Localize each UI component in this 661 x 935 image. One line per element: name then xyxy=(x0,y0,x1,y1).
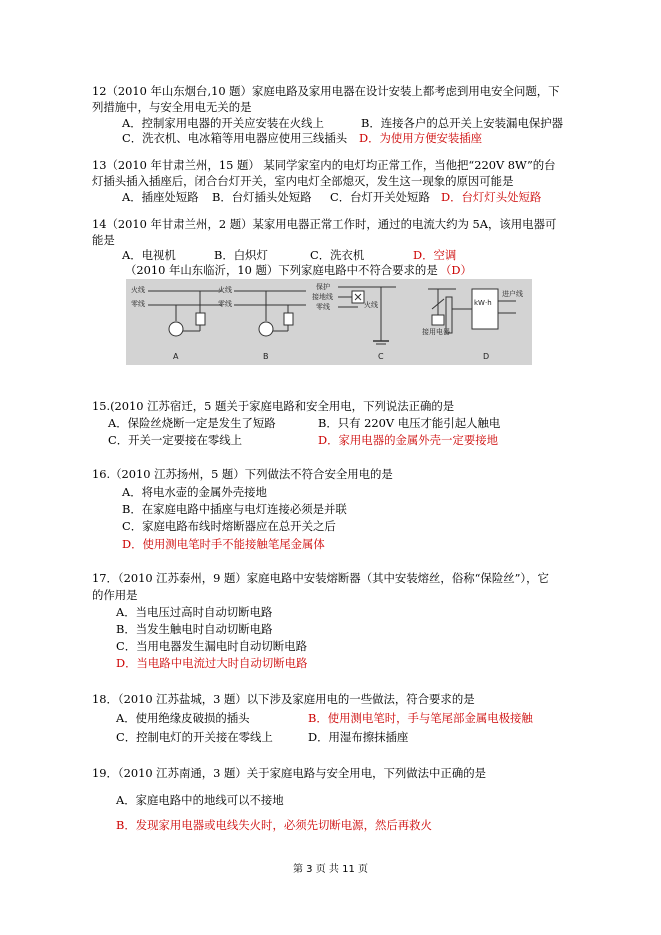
q16-option-d-answer: D．使用测电笔时手不能接触笔尾金属体 xyxy=(122,537,325,551)
service-line-label: 进户线 xyxy=(502,290,523,298)
q19-stem: 19．（2010 江苏南通，3 题）关于家庭电路与安全用电，下列做法中正确的是 xyxy=(92,766,486,780)
live-label: 火线 xyxy=(131,286,145,294)
q13-option-b: B．台灯插头处短路 xyxy=(212,190,312,204)
linyi-answer: （D） xyxy=(440,263,472,277)
q13-stem-line1: 13（2010 年甘肃兰州，15 题） 某同学家室内的电灯均正常工作，当他把“220V 8W”的台 xyxy=(92,158,556,172)
q15-option-b: B．只有 220V 电压才能引起人触电 xyxy=(318,416,501,430)
q16-option-a: A．将电水壶的金属外壳接地 xyxy=(122,485,267,499)
q13-option-a: A．插座处短路 xyxy=(122,190,199,204)
q15-option-c: C．开关一定要接在零线上 xyxy=(108,433,243,447)
q17-option-b: B．当发生触电时自动切断电路 xyxy=(116,622,273,636)
circuit-figure xyxy=(126,279,532,365)
ground-line-label: 接地线 xyxy=(312,293,333,301)
neutral-label: 零线 xyxy=(131,300,145,308)
circuit-b xyxy=(218,285,306,361)
label-b: B xyxy=(263,352,269,361)
q13-option-d-answer: D．台灯灯头处短路 xyxy=(441,190,542,204)
q12-option-d-answer: D．为使用方便安装插座 xyxy=(359,131,483,145)
q14-option-b: B．白炽灯 xyxy=(214,248,268,262)
q12-stem-line1: 12（2010 年山东烟台,10 题）家庭电路及家用电器在设计安装上都考虑到用电安全问题，下 xyxy=(92,84,560,98)
q18-option-d: D．用湿布擦抹插座 xyxy=(308,730,409,744)
label-c: C xyxy=(378,352,384,361)
circuit-d xyxy=(422,289,523,361)
protect-label: 保护 xyxy=(316,283,330,291)
neutral-label: 零线 xyxy=(218,300,232,308)
page-footer: 第 3 页 共 11 页 xyxy=(293,864,368,875)
q16-stem: 16.（2010 江苏扬州，5 题）下列做法不符合安全用电的是 xyxy=(92,467,393,481)
q14-option-c: C．洗衣机 xyxy=(310,248,365,262)
q12-option-a: A．控制家用电器的开关应安装在火线上 xyxy=(122,116,324,130)
q14-stem-line1: 14（2010 年甘肃兰州，2 题）某家用电器正常工作时，通过的电流大约为 5A，该用电器可 xyxy=(92,217,557,231)
q16-option-b: B．在家庭电路中插座与电灯连接必须是并联 xyxy=(122,502,347,516)
q18-option-b-answer: B．使用测电笔时，手与笔尾部金属电极接触 xyxy=(308,711,533,725)
q14-option-a: A．电视机 xyxy=(122,248,176,262)
q18-option-a: A．使用绝缘皮破损的插头 xyxy=(116,711,250,725)
q17-option-c: C．当用电器发生漏电时自动切断电路 xyxy=(116,639,307,653)
q18-stem: 18．（2010 江苏盐城，3 题）以下涉及家庭用电的一些做法，符合要求的是 xyxy=(92,692,475,706)
q14-stem-line2: 能是 xyxy=(92,233,115,247)
label-d: D xyxy=(483,352,490,361)
label-a: A xyxy=(173,352,179,361)
q17-option-d-answer: D．当电路中电流过大时自动切断电路 xyxy=(116,656,308,670)
q12-option-b: B．连接各户的总开关上安装漏电保护器 xyxy=(361,116,564,130)
q19-option-a: A．家庭电路中的地线可以不接地 xyxy=(116,793,284,807)
q14-option-d-answer: D．空调 xyxy=(413,248,457,262)
q15-option-d-answer: D．家用电器的金属外壳一定要接地 xyxy=(318,433,498,447)
q12-stem-line2: 列措施中，与安全用电无关的是 xyxy=(92,100,252,114)
q19-option-b-answer: B．发现家用电器或电线失火时，必须先切断电源，然后再救火 xyxy=(116,818,432,832)
linyi-stem: （2010 年山东临沂，10 题）下列家庭电路中不符合要求的是 xyxy=(125,263,438,277)
circuit-a xyxy=(131,285,222,361)
appliance-label: 接用电器 xyxy=(422,328,450,336)
live-label: 火线 xyxy=(364,301,378,309)
q13-option-c: C．台灯开关处短路 xyxy=(330,190,430,204)
q15-option-a: A．保险丝烧断一定是发生了短路 xyxy=(108,416,276,430)
meter-label: kW·h xyxy=(474,299,492,307)
q17-option-a: A．当电压过高时自动切断电路 xyxy=(116,605,273,619)
q13-stem-line2: 灯插头插入插座后，闭合台灯开关，室内电灯全部熄灭，发生这一现象的原因可能是 xyxy=(92,174,514,188)
meter-icon xyxy=(472,289,498,329)
neutral-label: 零线 xyxy=(316,303,330,311)
q15-stem: 15.(2010 江苏宿迁，5 题关于家庭电路和安全用电，下列说法正确的是 xyxy=(92,399,455,413)
q16-option-c: C．家庭电路布线时熔断器应在总开关之后 xyxy=(122,519,336,533)
circuit-c xyxy=(312,282,396,361)
q18-option-c: C．控制电灯的开关接在零线上 xyxy=(116,730,273,744)
q17-stem-line1: 17．（2010 江苏泰州，9 题）家庭电路中安装熔断器（其中安装熔丝，俗称“保险丝”），它 xyxy=(92,571,549,585)
q12-option-c: C．洗衣机、电冰箱等用电器应使用三线插头 xyxy=(122,131,348,145)
q17-stem-line2: 的作用是 xyxy=(92,588,138,602)
live-label: 火线 xyxy=(218,286,232,294)
bulb-icon xyxy=(259,322,273,336)
bulb-icon xyxy=(169,322,183,336)
